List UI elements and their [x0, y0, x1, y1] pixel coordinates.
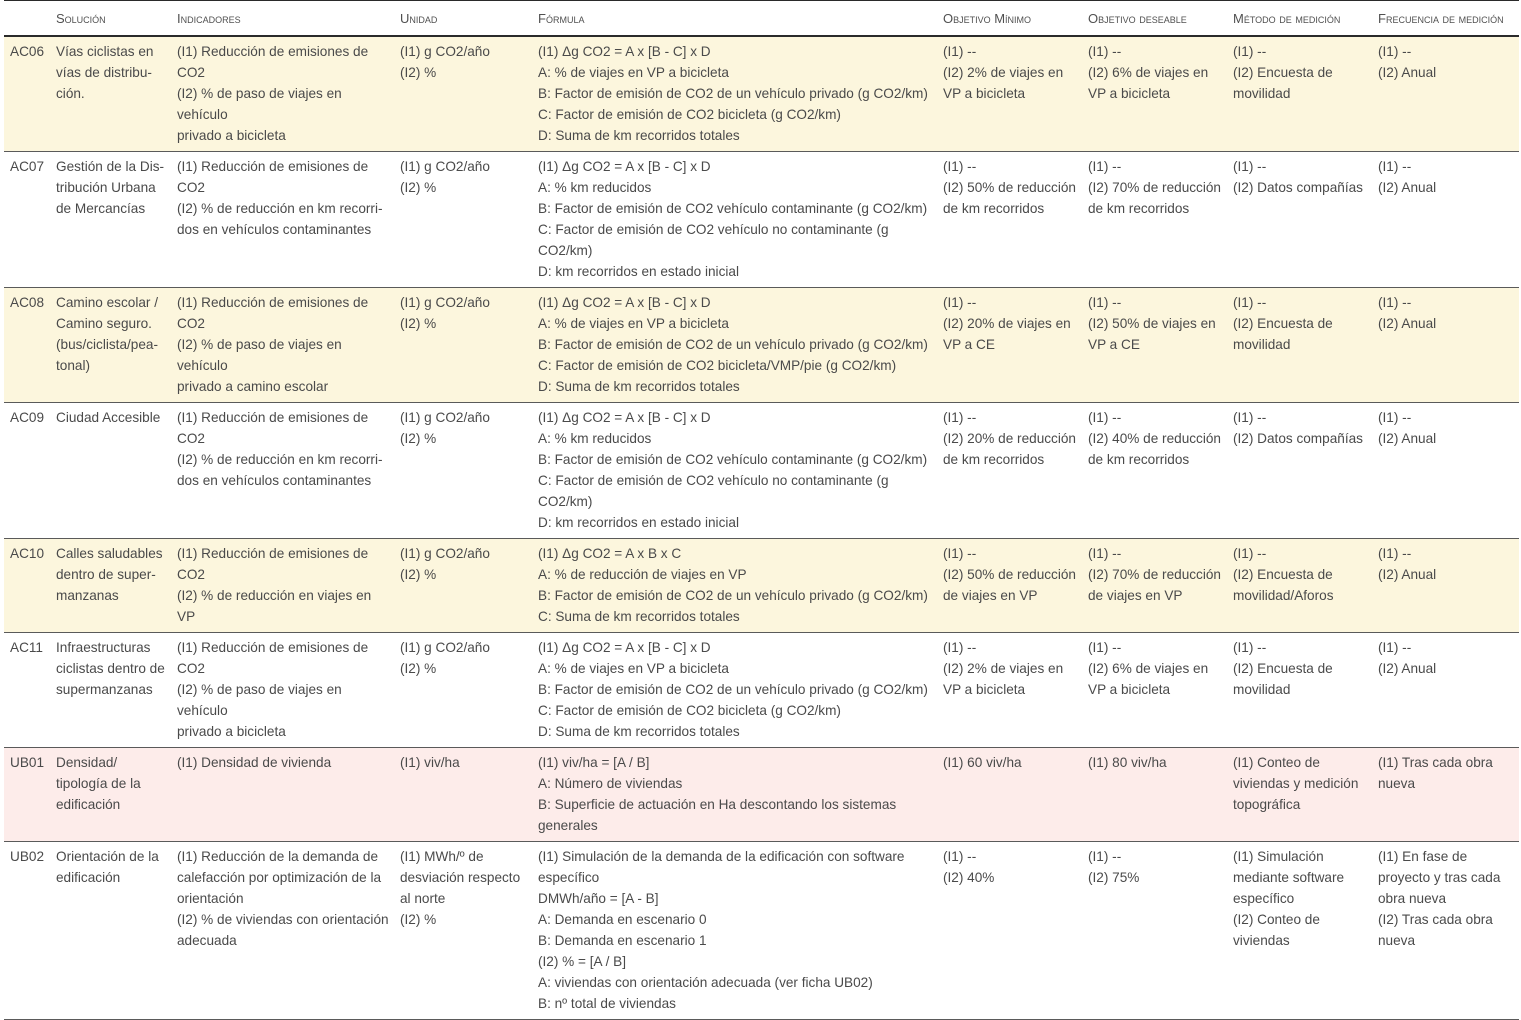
- code-cell: AC06: [4, 36, 52, 152]
- cell-line: (I1) Δg CO2 = A x B x C: [538, 546, 682, 561]
- cell-line: VP a CE: [943, 337, 995, 352]
- cell-line: (I1) Reducción de emisiones de: [177, 410, 369, 425]
- table-row: [4, 152, 1519, 288]
- cell-line: adecuada: [177, 933, 237, 948]
- indicadores-cell: [173, 288, 396, 403]
- formula-cell: [534, 152, 939, 288]
- cell-line: Gestión de la Dis-: [56, 159, 165, 174]
- cell-line: (I2) % de reducción en km recorri-: [177, 452, 383, 467]
- header-unidad: Unidad: [396, 1, 534, 37]
- cell-line: (I1) --: [1378, 640, 1412, 655]
- cell-line: de Mercancías: [56, 201, 146, 216]
- cell-line: A: % de reducción de viajes en VP: [538, 567, 747, 582]
- cell-line: C: Factor de emisión de CO2 vehículo no contaminante (g CO2/km): [538, 473, 889, 509]
- objetivo-deseable-cell: [1084, 288, 1229, 403]
- cell-line: C: Factor de emisión de CO2 bicicleta/VMP/pie (g CO2/km): [538, 358, 897, 373]
- cell-line: (I2) Anual: [1378, 431, 1437, 446]
- cell-line: (I1) Reducción de emisiones de: [177, 546, 369, 561]
- cell-line: (I2) 2% de viajes en: [943, 65, 1064, 80]
- cell-line: (I1) --: [1233, 295, 1267, 310]
- table-row: [4, 633, 1519, 748]
- cell-line: D: km recorridos en estado inicial: [538, 515, 739, 530]
- cell-line: viviendas: [1233, 933, 1290, 948]
- solucion-cell: [52, 842, 173, 1020]
- cell-line: (I1) --: [1088, 410, 1122, 425]
- cell-line: A: % de viajes en VP a bicicleta: [538, 661, 729, 676]
- solucion-cell: [52, 152, 173, 288]
- cell-line: C: Factor de emisión de CO2 bicicleta (g CO2/km): [538, 703, 841, 718]
- frecuencia-cell: [1374, 842, 1519, 1020]
- unidad-cell: [396, 748, 534, 842]
- cell-line: (I2) Anual: [1378, 180, 1437, 195]
- table-row: [4, 539, 1519, 633]
- cell-line: (I2) %: [400, 567, 437, 582]
- cell-line: privado a bicicleta: [177, 128, 286, 143]
- objetivo-deseable-cell: [1084, 842, 1229, 1020]
- metodo-cell: [1229, 633, 1374, 748]
- cell-line: (I1) Reducción de emisiones de: [177, 640, 369, 655]
- cell-line: supermanzanas: [56, 682, 153, 697]
- objetivo-deseable-cell: [1084, 403, 1229, 539]
- cell-line: (bus/ciclista/pea-: [56, 337, 158, 352]
- frecuencia-cell: [1374, 403, 1519, 539]
- cell-line: CO2: [177, 661, 205, 676]
- cell-line: CO2: [177, 567, 205, 582]
- objetivo-minimo-cell: [939, 748, 1084, 842]
- objetivo-minimo-cell: [939, 288, 1084, 403]
- cell-line: generales: [538, 818, 598, 833]
- indicadores-cell: [173, 842, 396, 1020]
- cell-line: (I2) % de paso de viajes en vehículo: [177, 86, 342, 122]
- cell-line: (I1) Δg CO2 = A x [B - C] x D: [538, 295, 711, 310]
- cell-line: proyecto y tras cada: [1378, 870, 1501, 885]
- cell-line: VP a bicicleta: [943, 86, 1026, 101]
- cell-line: (I2) Anual: [1378, 567, 1437, 582]
- cell-line: (I1) Densidad de vivienda: [177, 755, 332, 770]
- cell-line: CO2: [177, 65, 205, 80]
- cell-line: movilidad: [1233, 682, 1291, 697]
- code-cell: AC07: [4, 152, 52, 288]
- cell-line: Ciudad Accesible: [56, 410, 161, 425]
- metodo-cell: [1229, 842, 1374, 1020]
- cell-line: (I2) 70% de reducción: [1088, 567, 1221, 582]
- formula-cell: [534, 842, 939, 1020]
- cell-line: CO2: [177, 431, 205, 446]
- cell-line: (I2) %: [400, 180, 437, 195]
- cell-line: (I1) g CO2/año: [400, 159, 490, 174]
- objetivo-deseable-cell: [1084, 633, 1229, 748]
- header-frecuencia: Frecuencia de medición: [1374, 1, 1519, 37]
- cell-line: CO2: [177, 180, 205, 195]
- cell-line: (I1) Δg CO2 = A x [B - C] x D: [538, 640, 711, 655]
- unidad-cell: [396, 403, 534, 539]
- cell-line: (I1) --: [1088, 159, 1122, 174]
- cell-line: CO2: [177, 316, 205, 331]
- cell-line: VP a bicicleta: [1088, 86, 1171, 101]
- cell-line: VP a CE: [1088, 337, 1140, 352]
- cell-line: de km recorridos: [1088, 452, 1190, 467]
- cell-line: ciclistas dentro de: [56, 661, 165, 676]
- cell-line: Vías ciclistas en: [56, 44, 154, 59]
- cell-line: (I1) --: [943, 546, 977, 561]
- cell-line: movilidad: [1233, 337, 1291, 352]
- cell-line: B: Factor de emisión de CO2 vehículo contaminante (g CO2/km): [538, 452, 928, 467]
- cell-line: Camino seguro.: [56, 316, 152, 331]
- cell-line: (I2) Anual: [1378, 316, 1437, 331]
- unidad-cell: [396, 36, 534, 152]
- cell-line: (I1) g CO2/año: [400, 546, 490, 561]
- cell-line: (I1) --: [1233, 159, 1267, 174]
- cell-line: A: % de viajes en VP a bicicleta: [538, 65, 729, 80]
- metodo-cell: [1229, 539, 1374, 633]
- formula-cell: [534, 36, 939, 152]
- header-solucion: Solución: [52, 1, 173, 37]
- metodo-cell: [1229, 403, 1374, 539]
- cell-line: (I1) 80 viv/ha: [1088, 755, 1167, 770]
- cell-line: D: km recorridos en estado inicial: [538, 264, 739, 279]
- indicadores-cell: [173, 633, 396, 748]
- cell-line: (I2) Encuesta de: [1233, 316, 1333, 331]
- cell-line: topográfica: [1233, 797, 1301, 812]
- cell-line: (I2) 50% de reducción: [943, 180, 1076, 195]
- cell-line: vías de distribu-: [56, 65, 152, 80]
- cell-line: (I2) %: [400, 661, 437, 676]
- code-cell: AC10: [4, 539, 52, 633]
- cell-line: nueva: [1378, 776, 1416, 791]
- cell-line: (I1) Simulación de la demanda de la edificación con software: [538, 849, 905, 864]
- cell-line: de viajes en VP: [1088, 588, 1183, 603]
- cell-line: (I1) --: [1088, 44, 1122, 59]
- cell-line: (I2) %: [400, 316, 437, 331]
- cell-line: A: Número de viviendas: [538, 776, 683, 791]
- cell-line: (I1) --: [1378, 159, 1412, 174]
- cell-line: B: Factor de emisión de CO2 de un vehículo privado (g CO2/km): [538, 682, 928, 697]
- cell-line: (I2) 75%: [1088, 870, 1140, 885]
- solucion-cell: [52, 288, 173, 403]
- cell-line: B: Factor de emisión de CO2 vehículo contaminante (g CO2/km): [538, 201, 928, 216]
- cell-line: dentro de super-: [56, 567, 156, 582]
- cell-line: (I1) Reducción de emisiones de: [177, 159, 369, 174]
- table-header: [4, 1, 1519, 37]
- cell-line: dos en vehículos contaminantes: [177, 222, 372, 237]
- cell-line: (I2) % de viviendas con orientación: [177, 912, 389, 927]
- code-cell: AC08: [4, 288, 52, 403]
- formula-cell: [534, 633, 939, 748]
- cell-line: movilidad: [1233, 86, 1291, 101]
- code-cell: AC11: [4, 633, 52, 748]
- cell-line: A: viviendas con orientación adecuada (ver ficha UB02): [538, 975, 873, 990]
- cell-line: de viajes en VP: [943, 588, 1038, 603]
- cell-line: desviación respecto: [400, 870, 521, 885]
- cell-line: B: Factor de emisión de CO2 de un vehículo privado (g CO2/km): [538, 86, 928, 101]
- cell-line: (I2) Encuesta de: [1233, 661, 1333, 676]
- header-code: [4, 1, 52, 37]
- cell-line: ción.: [56, 86, 85, 101]
- code-cell: AC09: [4, 403, 52, 539]
- cell-line: (I1) viv/ha: [400, 755, 460, 770]
- cell-line: (I2) 50% de reducción: [943, 567, 1076, 582]
- cell-line: (I1) --: [1378, 546, 1412, 561]
- cell-line: (I1) --: [943, 44, 977, 59]
- objetivo-minimo-cell: [939, 152, 1084, 288]
- header-objetivo-minimo: Objetivo Mínimo: [939, 1, 1084, 37]
- cell-line: (I1) Tras cada obra: [1378, 755, 1493, 770]
- cell-line: (I1) Simulación: [1233, 849, 1324, 864]
- objetivo-deseable-cell: [1084, 748, 1229, 842]
- cell-line: (I1) --: [1378, 295, 1412, 310]
- cell-line: (I1) --: [943, 159, 977, 174]
- unidad-cell: [396, 842, 534, 1020]
- unidad-cell: [396, 152, 534, 288]
- table-body: [4, 36, 1519, 1020]
- cell-line: específico: [538, 870, 600, 885]
- cell-line: (I1) Δg CO2 = A x [B - C] x D: [538, 410, 711, 425]
- cell-line: tipología de la: [56, 776, 141, 791]
- cell-line: (I1) g CO2/año: [400, 410, 490, 425]
- cell-line: C: Factor de emisión de CO2 bicicleta (g CO2/km): [538, 107, 841, 122]
- cell-line: (I2) Anual: [1378, 65, 1437, 80]
- cell-line: A: Demanda en escenario 0: [538, 912, 707, 927]
- cell-line: C: Factor de emisión de CO2 vehículo no contaminante (g CO2/km): [538, 222, 889, 258]
- indicadores-cell: [173, 36, 396, 152]
- cell-line: (I2) % de paso de viajes en vehículo: [177, 337, 342, 373]
- cell-line: obra nueva: [1378, 891, 1447, 906]
- cell-line: B: Factor de emisión de CO2 de un vehículo privado (g CO2/km): [538, 337, 928, 352]
- objetivo-minimo-cell: [939, 403, 1084, 539]
- solucion-cell: [52, 539, 173, 633]
- metodo-cell: [1229, 288, 1374, 403]
- cell-line: (I2) % = [A / B]: [538, 954, 627, 969]
- objetivo-minimo-cell: [939, 633, 1084, 748]
- cell-line: VP a bicicleta: [1088, 682, 1171, 697]
- cell-line: (I2) Tras cada obra: [1378, 912, 1493, 927]
- cell-line: B: nº total de viviendas: [538, 996, 676, 1011]
- cell-line: Densidad/: [56, 755, 118, 770]
- solucion-cell: [52, 403, 173, 539]
- cell-line: (I2) 70% de reducción: [1088, 180, 1221, 195]
- cell-line: (I1) g CO2/año: [400, 640, 490, 655]
- cell-line: (I1) viv/ha = [A / B]: [538, 755, 650, 770]
- cell-line: (I1) --: [1233, 44, 1267, 59]
- cell-line: (I1) --: [943, 640, 977, 655]
- cell-line: de km recorridos: [943, 452, 1045, 467]
- metodo-cell: [1229, 152, 1374, 288]
- unidad-cell: [396, 288, 534, 403]
- formula-cell: [534, 539, 939, 633]
- cell-line: tribución Urbana: [56, 180, 156, 195]
- cell-line: privado a bicicleta: [177, 724, 286, 739]
- cell-line: (I2) 40% de reducción: [1088, 431, 1221, 446]
- cell-line: (I1) 60 viv/ha: [943, 755, 1022, 770]
- cell-line: manzanas: [56, 588, 119, 603]
- cell-line: de km recorridos: [1088, 201, 1190, 216]
- cell-line: (I1) --: [1378, 44, 1412, 59]
- cell-line: A: % de viajes en VP a bicicleta: [538, 316, 729, 331]
- cell-line: al norte: [400, 891, 446, 906]
- cell-line: calefacción por optimización de la: [177, 870, 382, 885]
- objetivo-minimo-cell: [939, 842, 1084, 1020]
- cell-line: (I2) Anual: [1378, 661, 1437, 676]
- solutions-indicators-table: [4, 0, 1519, 1020]
- cell-line: (I2) 50% de viajes en: [1088, 316, 1216, 331]
- cell-line: B: Superficie de actuación en Ha descontando los sistemas: [538, 797, 897, 812]
- header-indicadores: Indicadores: [173, 1, 396, 37]
- cell-line: (I1) MWh/º de: [400, 849, 484, 864]
- cell-line: edificación: [56, 797, 121, 812]
- header-objetivo-deseable: Objetivo deseable: [1084, 1, 1229, 37]
- cell-line: (I2) Conteo de: [1233, 912, 1320, 927]
- cell-line: B: Factor de emisión de CO2 de un vehículo privado (g CO2/km): [538, 588, 928, 603]
- cell-line: (I1) --: [1233, 410, 1267, 425]
- cell-line: (I2) % de reducción en viajes en VP: [177, 588, 372, 624]
- cell-line: DMWh/año = [A - B]: [538, 891, 659, 906]
- cell-line: (I2) Encuesta de: [1233, 65, 1333, 80]
- cell-line: C: Suma de km recorridos totales: [538, 609, 740, 624]
- formula-cell: [534, 288, 939, 403]
- frecuencia-cell: [1374, 633, 1519, 748]
- cell-line: (I1) --: [1378, 410, 1412, 425]
- cell-line: Camino escolar /: [56, 295, 158, 310]
- indicadores-cell: [173, 748, 396, 842]
- frecuencia-cell: [1374, 152, 1519, 288]
- cell-line: privado a camino escolar: [177, 379, 329, 394]
- cell-line: B: Demanda en escenario 1: [538, 933, 707, 948]
- formula-cell: [534, 403, 939, 539]
- indicadores-cell: [173, 539, 396, 633]
- table-row: [4, 842, 1519, 1020]
- cell-line: D: Suma de km recorridos totales: [538, 724, 740, 739]
- cell-line: (I2) %: [400, 65, 437, 80]
- cell-line: (I1) --: [1088, 546, 1122, 561]
- cell-line: (I1) --: [943, 849, 977, 864]
- cell-line: (I2) Encuesta de: [1233, 567, 1333, 582]
- cell-line: (I2) %: [400, 431, 437, 446]
- objetivo-deseable-cell: [1084, 539, 1229, 633]
- header-metodo: Método de medición: [1229, 1, 1374, 37]
- cell-line: (I1) g CO2/año: [400, 295, 490, 310]
- frecuencia-cell: [1374, 539, 1519, 633]
- cell-line: edificación: [56, 870, 121, 885]
- header-row: [4, 1, 1519, 37]
- code-cell: UB01: [4, 748, 52, 842]
- cell-line: A: % km reducidos: [538, 431, 652, 446]
- cell-line: (I1) En fase de: [1378, 849, 1468, 864]
- cell-line: Calles saludables: [56, 546, 163, 561]
- unidad-cell: [396, 633, 534, 748]
- cell-line: Infraestructuras: [56, 640, 151, 655]
- cell-line: (I2) 40%: [943, 870, 995, 885]
- table-row: [4, 36, 1519, 152]
- cell-line: dos en vehículos contaminantes: [177, 473, 372, 488]
- frecuencia-cell: [1374, 288, 1519, 403]
- cell-line: (I1) Reducción de emisiones de: [177, 44, 369, 59]
- cell-line: (I2) 6% de viajes en: [1088, 661, 1209, 676]
- cell-line: (I2) % de paso de viajes en vehículo: [177, 682, 342, 718]
- cell-line: (I1) Δg CO2 = A x [B - C] x D: [538, 159, 711, 174]
- cell-line: (I1) --: [1233, 640, 1267, 655]
- cell-line: D: Suma de km recorridos totales: [538, 379, 740, 394]
- objetivo-minimo-cell: [939, 539, 1084, 633]
- cell-line: D: Suma de km recorridos totales: [538, 128, 740, 143]
- cell-line: (I1) --: [943, 410, 977, 425]
- cell-line: específico: [1233, 891, 1295, 906]
- objetivo-minimo-cell: [939, 36, 1084, 152]
- cell-line: (I1) --: [1088, 849, 1122, 864]
- cell-line: (I1) Reducción de emisiones de: [177, 295, 369, 310]
- table-row: [4, 403, 1519, 539]
- solucion-cell: [52, 748, 173, 842]
- cell-line: nueva: [1378, 933, 1416, 948]
- cell-line: (I2) 6% de viajes en: [1088, 65, 1209, 80]
- cell-line: VP a bicicleta: [943, 682, 1026, 697]
- cell-line: de km recorridos: [943, 201, 1045, 216]
- cell-line: movilidad/Aforos: [1233, 588, 1334, 603]
- indicadores-cell: [173, 403, 396, 539]
- cell-line: tonal): [56, 358, 91, 373]
- frecuencia-cell: [1374, 36, 1519, 152]
- cell-line: (I2) % de reducción en km recorri-: [177, 201, 383, 216]
- cell-line: (I1) --: [943, 295, 977, 310]
- code-cell: UB02: [4, 842, 52, 1020]
- cell-line: (I2) 20% de reducción: [943, 431, 1076, 446]
- table-row: [4, 288, 1519, 403]
- cell-line: (I2) 20% de viajes en: [943, 316, 1071, 331]
- indicadores-cell: [173, 152, 396, 288]
- cell-line: orientación: [177, 891, 244, 906]
- cell-line: (I2) Datos compañías: [1233, 180, 1363, 195]
- cell-line: Orientación de la: [56, 849, 159, 864]
- cell-line: (I1) Conteo de: [1233, 755, 1320, 770]
- cell-line: A: % km reducidos: [538, 180, 652, 195]
- solucion-cell: [52, 633, 173, 748]
- frecuencia-cell: [1374, 748, 1519, 842]
- solucion-cell: [52, 36, 173, 152]
- metodo-cell: [1229, 36, 1374, 152]
- cell-line: viviendas y medición: [1233, 776, 1359, 791]
- table-row: [4, 748, 1519, 842]
- cell-line: (I1) Reducción de la demanda de: [177, 849, 379, 864]
- cell-line: mediante software: [1233, 870, 1345, 885]
- cell-line: (I2) 2% de viajes en: [943, 661, 1064, 676]
- cell-line: (I1) Δg CO2 = A x [B - C] x D: [538, 44, 711, 59]
- cell-line: (I1) g CO2/año: [400, 44, 490, 59]
- cell-line: (I1) --: [1088, 295, 1122, 310]
- objetivo-deseable-cell: [1084, 36, 1229, 152]
- objetivo-deseable-cell: [1084, 152, 1229, 288]
- cell-line: (I2) %: [400, 912, 437, 927]
- header-formula: Fórmula: [534, 1, 939, 37]
- cell-line: (I1) --: [1233, 546, 1267, 561]
- cell-line: (I2) Datos compañías: [1233, 431, 1363, 446]
- formula-cell: [534, 748, 939, 842]
- metodo-cell: [1229, 748, 1374, 842]
- cell-line: (I1) --: [1088, 640, 1122, 655]
- unidad-cell: [396, 539, 534, 633]
